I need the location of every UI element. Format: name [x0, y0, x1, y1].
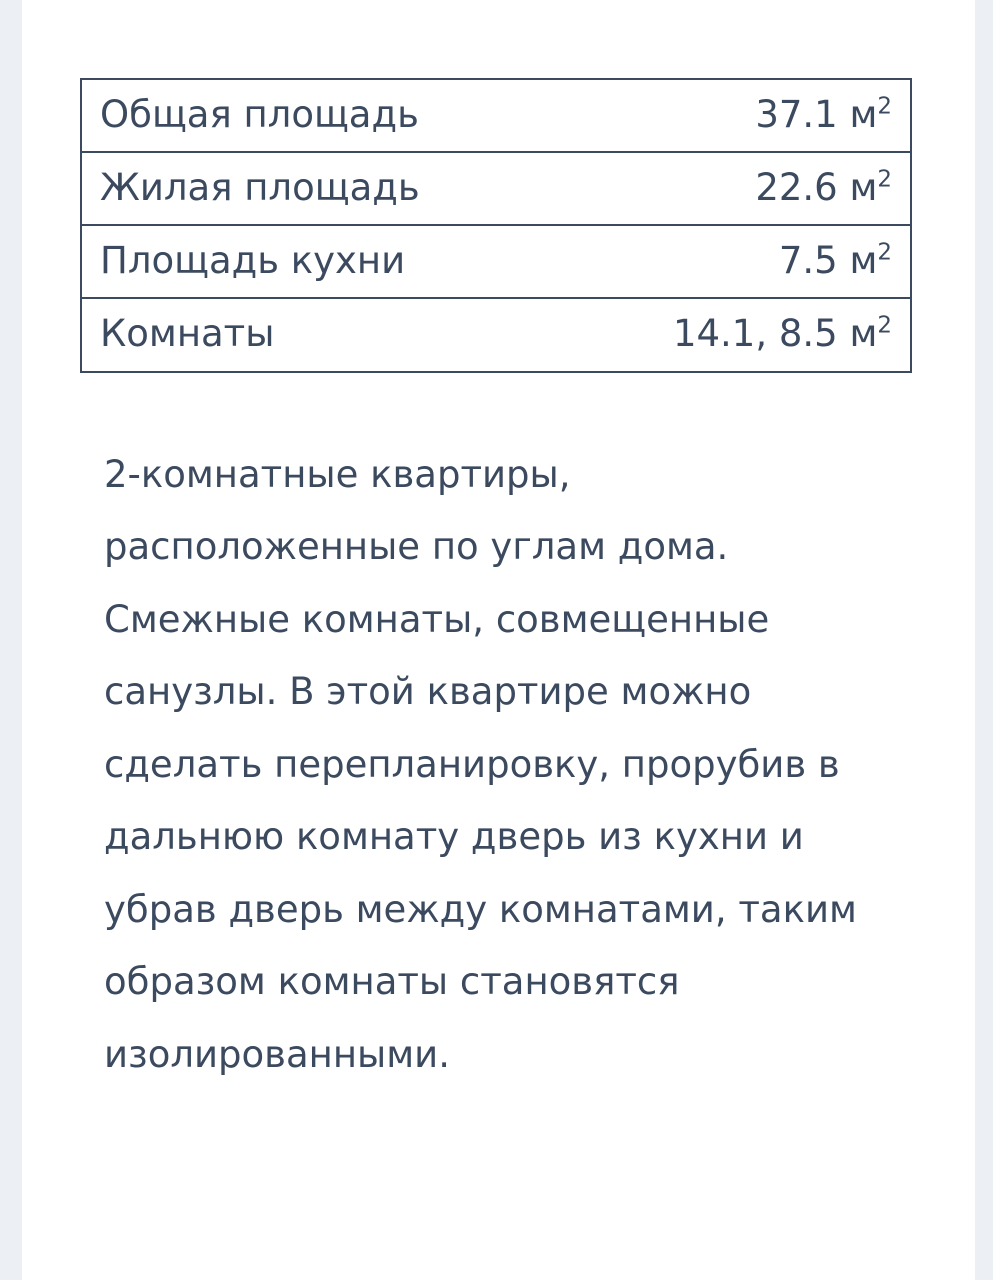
table-row — [81, 225, 911, 298]
spec-number-living-area: 22.6 — [755, 166, 838, 210]
unit-symbol: м — [849, 239, 878, 283]
spec-label-living-area: Жилая площадь — [81, 152, 496, 225]
spec-number-rooms: 14.1, 8.5 — [672, 312, 838, 356]
spec-number-total-area: 37.1 — [755, 93, 838, 136]
apartment-specs-table — [80, 78, 912, 373]
spec-unit-living-area — [849, 166, 892, 209]
right-edge-strip — [975, 0, 993, 1280]
content-column — [80, 78, 914, 1091]
spec-value-rooms — [496, 298, 911, 371]
apartment-description: 2-комнатные квартиры, расположенные по углам дома. Смежные комнаты, совмещенные санузлы. В этой квартире можно сделать перепланировку, прорубив в дальнюю комнату дверь из кухни и убрав дверь между комнатами, таким образом комнаты становятся изолированными. — [104, 452, 857, 1076]
unit-exponent: 2 — [877, 166, 892, 193]
spec-value-total-area — [496, 79, 911, 152]
unit-exponent: 2 — [877, 239, 892, 266]
unit-symbol: м — [849, 166, 878, 210]
spec-unit-rooms — [849, 312, 892, 355]
left-edge-strip — [0, 0, 22, 1280]
spec-label-total-area: Общая площадь — [100, 93, 419, 136]
spec-label-kitchen-area: Площадь кухни — [81, 225, 496, 298]
table-row — [81, 298, 911, 371]
unit-symbol: м — [849, 312, 878, 356]
spec-value-kitchen-area — [496, 225, 911, 298]
spec-label-rooms: Комнаты — [81, 298, 496, 371]
table-row — [81, 79, 911, 152]
spec-value-living-area — [496, 152, 911, 225]
unit-exponent: 2 — [877, 93, 892, 120]
table-row — [81, 152, 911, 225]
spec-number-kitchen-area: 7.5 — [778, 239, 838, 283]
unit-exponent: 2 — [877, 313, 892, 340]
unit-symbol: м — [849, 93, 878, 136]
spec-unit-total-area — [849, 93, 892, 136]
spec-unit-kitchen-area — [849, 239, 892, 282]
